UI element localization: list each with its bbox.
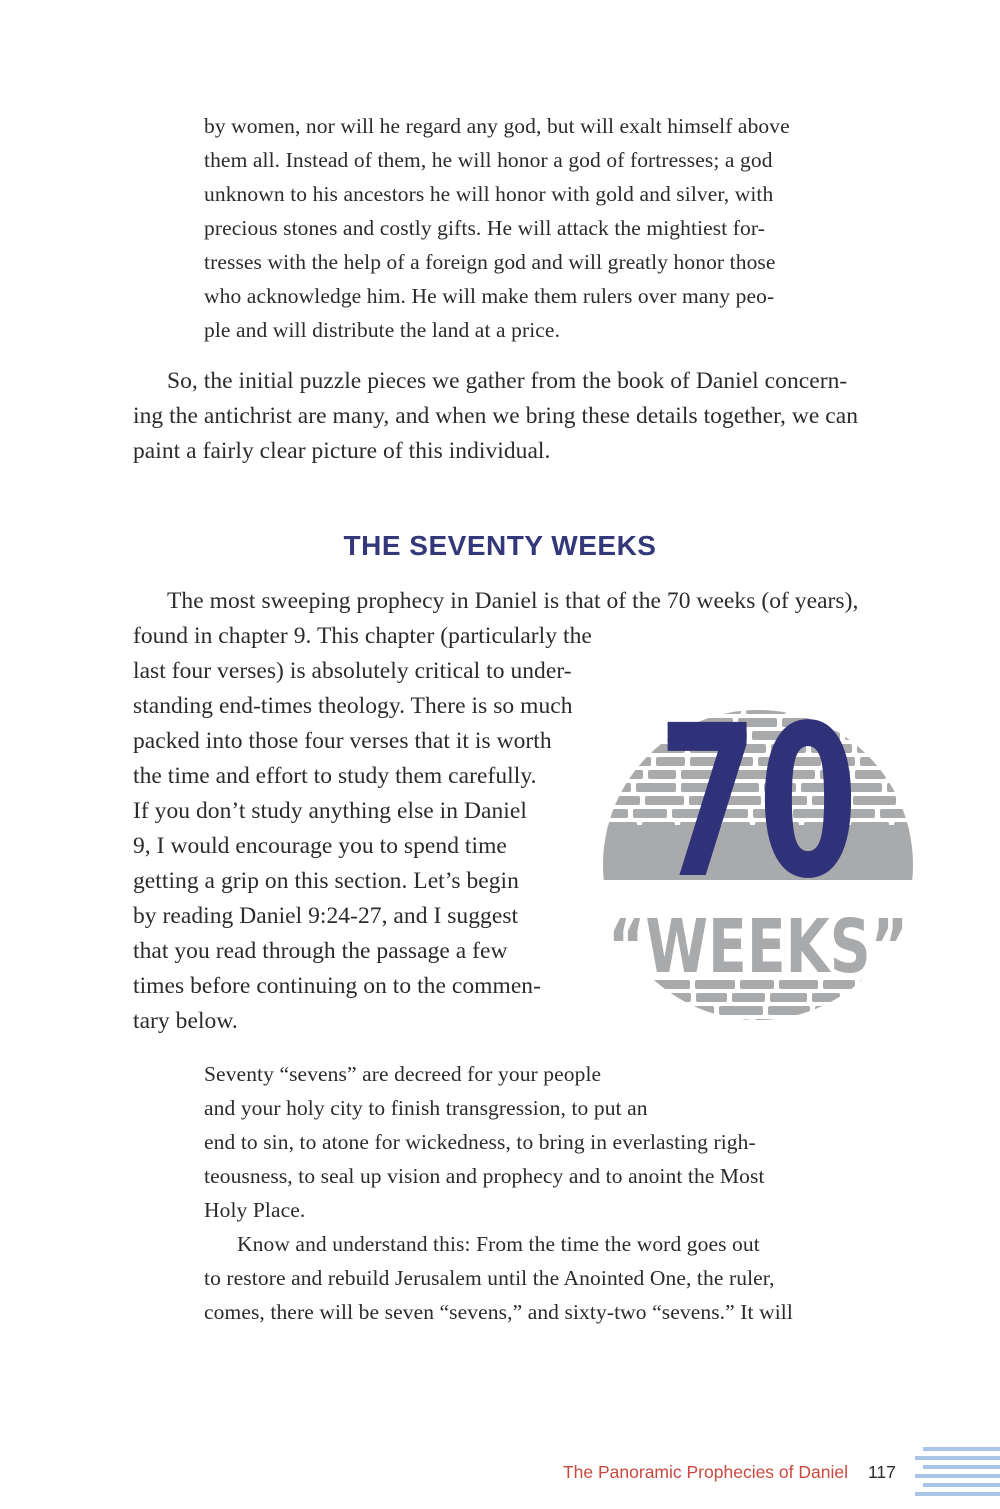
quote-line: tresses with the help of a foreign god and will greatly honor those	[204, 250, 776, 274]
quote-line: to restore and rebuild Jerusalem until the Anointed One, the ruler,	[204, 1266, 775, 1290]
quote-line: Know and understand this: From the time the word goes out	[237, 1232, 760, 1256]
body-line: packed into those four verses that it is worth	[133, 728, 552, 754]
body-line: standing end-times theology. There is so much	[133, 693, 573, 719]
body-line: times before continuing on to the commen-	[133, 973, 541, 999]
quote-line: end to sin, to atone for wickedness, to bring in everlasting righ-	[204, 1130, 756, 1154]
quote-line: Holy Place.	[204, 1198, 306, 1222]
body-line: by reading Daniel 9:24-27, and I suggest	[133, 903, 519, 929]
emblem-word: “WEEKS”	[608, 904, 908, 990]
quote-line: Seventy “sevens” are decreed for your people	[204, 1062, 602, 1086]
body-line: last four verses) is absolutely critical to under-	[133, 658, 572, 684]
body-line: that you read through the passage a few	[133, 938, 508, 964]
body-line: 9, I would encourage you to spend time	[133, 833, 507, 859]
section-heading: THE SEVENTY WEEKS	[343, 530, 657, 561]
quote-line: ple and will distribute the land at a price.	[204, 318, 561, 342]
body-line: paint a fairly clear picture of this individual.	[133, 438, 551, 464]
chapter-tab-stripes-icon	[915, 1443, 1000, 1503]
body-line: tary below.	[133, 1008, 238, 1034]
quote-line: teousness, to seal up vision and prophecy and to anoint the Most	[204, 1164, 765, 1188]
body-line: getting a grip on this section. Let’s begin	[133, 868, 519, 894]
running-footer-title: The Panoramic Prophecies of Daniel	[562, 1462, 848, 1482]
quote-line: unknown to his ancestors he will honor with gold and silver, with	[204, 182, 774, 206]
quote-line: and your holy city to finish transgression, to put an	[204, 1096, 648, 1120]
body-line: If you don’t study anything else in Daniel	[133, 798, 527, 824]
quote-line: comes, there will be seven “sevens,” and sixty-two “sevens.” It will	[204, 1300, 793, 1324]
quote-line: who acknowledge him. He will make them rulers over many peo-	[204, 284, 775, 308]
quote-line: them all. Instead of them, he will honor a god of fortresses; a god	[204, 148, 773, 172]
seventy-weeks-emblem	[598, 680, 918, 1030]
body-line: the time and effort to study them carefully.	[133, 763, 537, 789]
body-line: found in chapter 9. This chapter (particularly the	[133, 623, 592, 649]
quote-line: precious stones and costly gifts. He will attack the mightiest for-	[204, 216, 765, 240]
emblem-number: 70	[658, 680, 858, 925]
body-line: So, the initial puzzle pieces we gather from the book of Daniel concern-	[167, 368, 848, 394]
quote-line: by women, nor will he regard any god, but will exalt himself above	[204, 114, 790, 138]
body-line: ing the antichrist are many, and when we bring these details together, we can	[133, 403, 859, 429]
body-line: The most sweeping prophecy in Daniel is that of the 70 weeks (of years),	[167, 588, 859, 614]
page-number: 117	[868, 1462, 896, 1482]
